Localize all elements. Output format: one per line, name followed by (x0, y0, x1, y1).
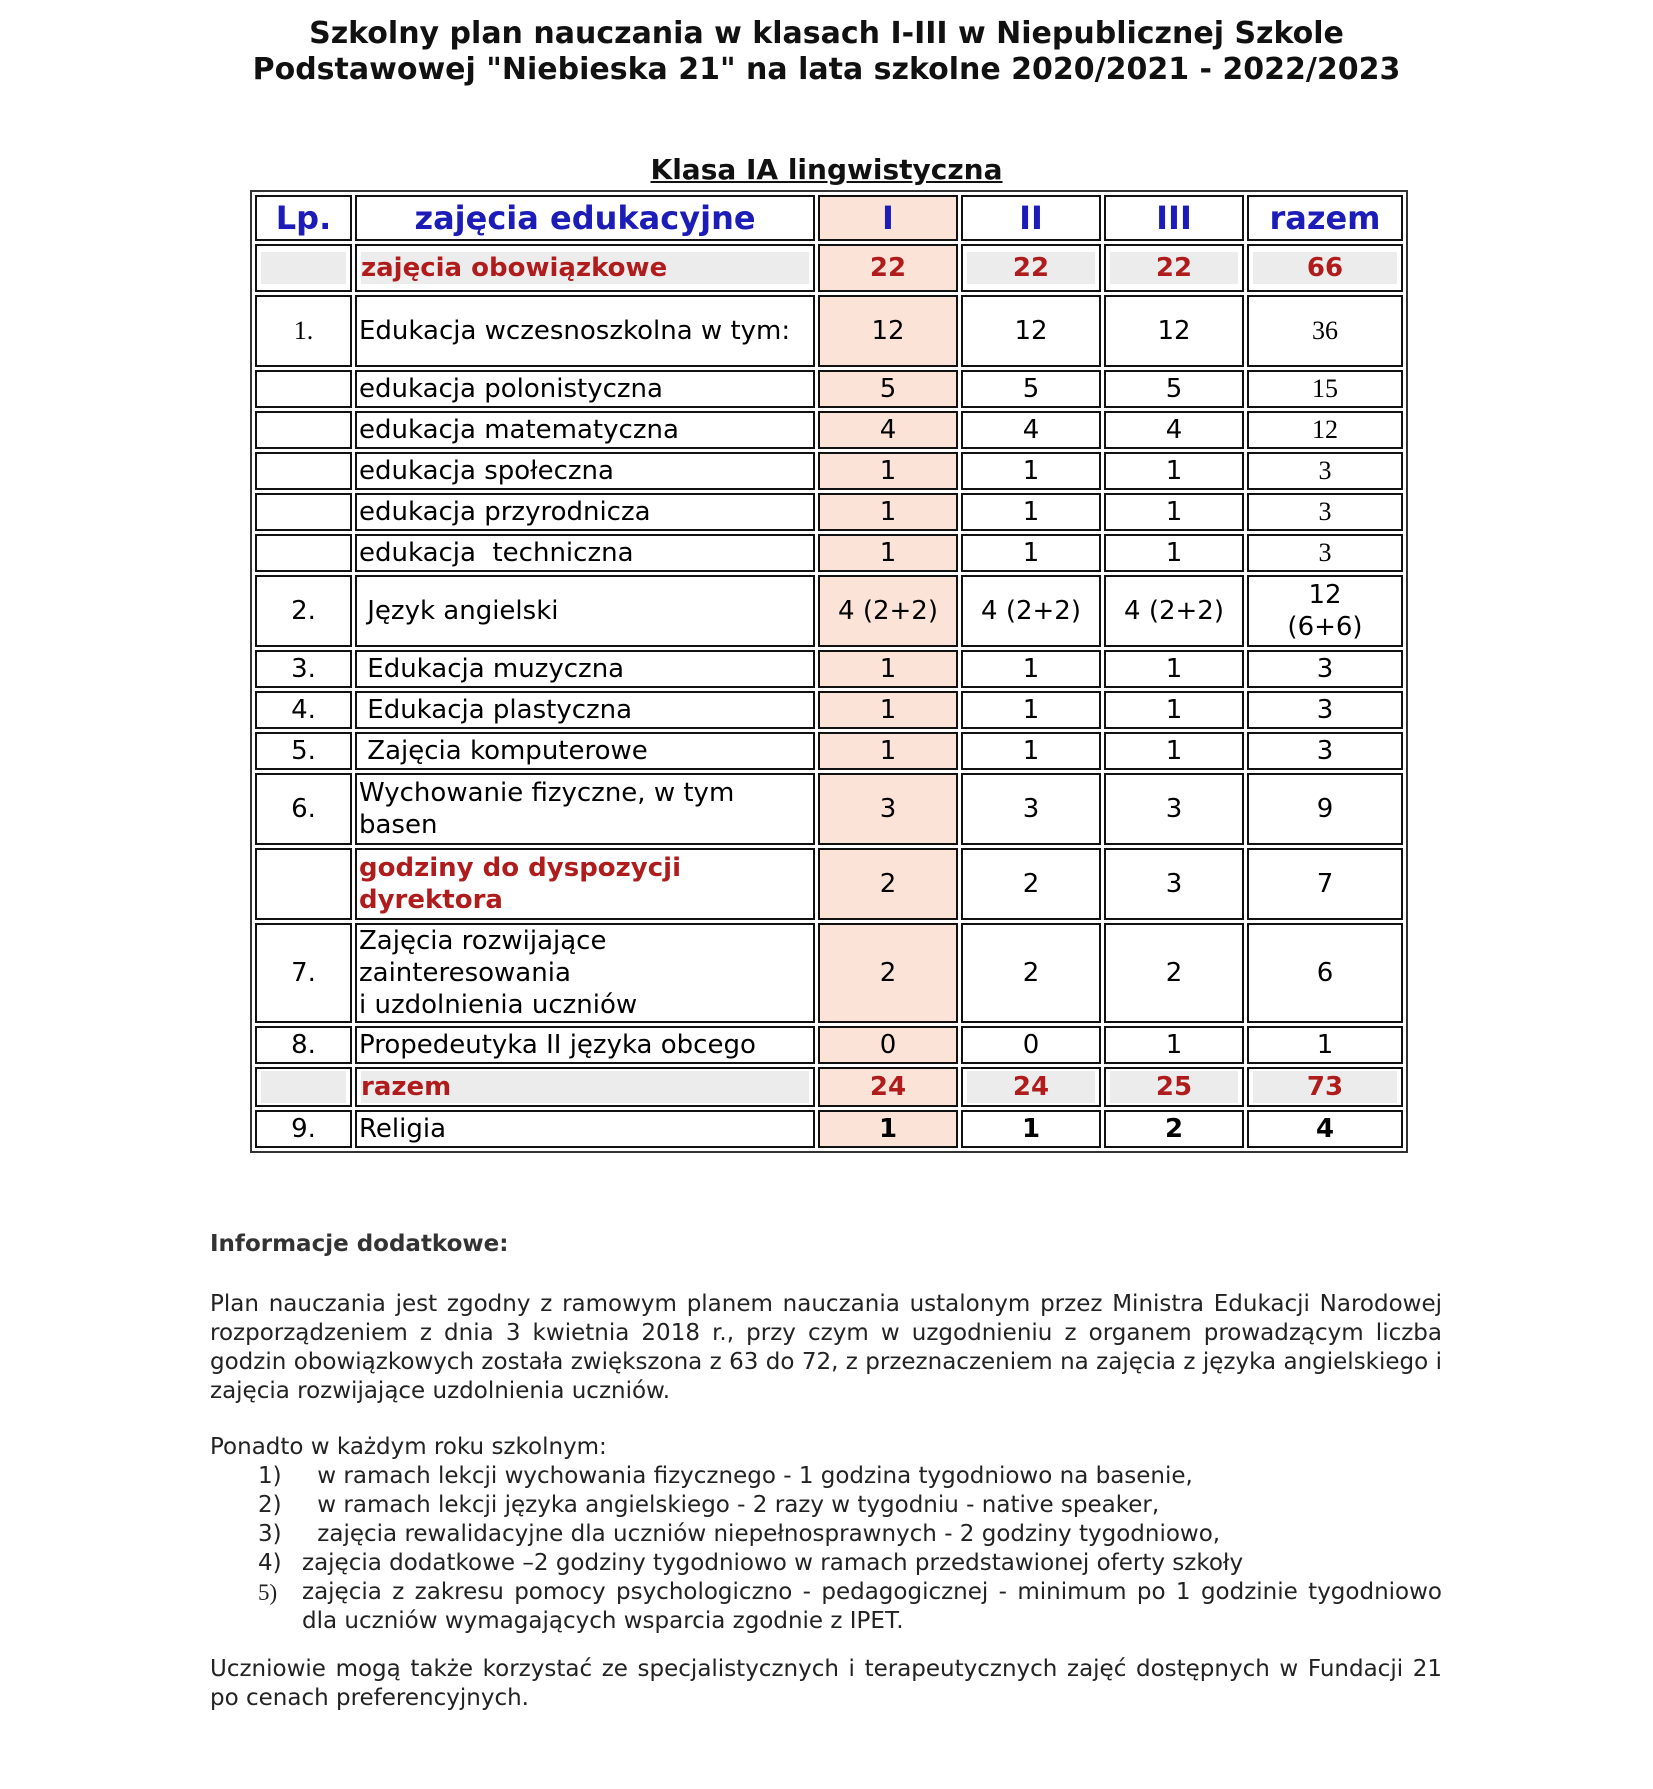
table-header-row (255, 195, 1403, 241)
table-cell: 1 (1104, 452, 1244, 490)
title-line-1: Szkolny plan nauczania w klasach I-III w Niepublicznej Szkole (309, 16, 1344, 51)
table-cell: edukacja techniczna (355, 534, 815, 572)
table-row (255, 848, 1403, 920)
table-cell: 1 (818, 691, 958, 729)
table-cell: 1 (1104, 732, 1244, 770)
table-cell: 4 (1247, 1110, 1403, 1148)
table-cell: 1 (818, 1110, 958, 1148)
table-cell: 9 (1247, 773, 1403, 845)
table-cell: 1 (961, 1110, 1101, 1148)
table-cell: Zajęcia komputerowe (355, 732, 815, 770)
table-row (255, 411, 1403, 449)
info-paragraph-2 (210, 1433, 1442, 1636)
table-cell: 2 (818, 848, 958, 920)
list-item-number: 3) (258, 1521, 282, 1547)
table-cell: 2. (255, 575, 352, 647)
table-row (255, 493, 1403, 531)
header-grade-3: III (1104, 195, 1244, 241)
table-cell: 6 (1247, 923, 1403, 1023)
table-cell: 4. (255, 691, 352, 729)
table-cell: 0 (961, 1026, 1101, 1064)
table-cell: edukacja matematyczna (355, 411, 815, 449)
table-cell: 1 (961, 493, 1101, 531)
table-cell: 4 (818, 411, 958, 449)
table-cell: 7. (255, 923, 352, 1023)
table-row (255, 295, 1403, 367)
table-cell: 3 (818, 773, 958, 845)
table-cell: 1 (818, 452, 958, 490)
header-grade-1: I (818, 195, 958, 241)
table-cell: 2 (1104, 1110, 1244, 1148)
table-row (255, 732, 1403, 770)
table-cell: 6. (255, 773, 352, 845)
table-cell: 5 (818, 370, 958, 408)
list-item (210, 1491, 1442, 1520)
table-cell: 9. (255, 1110, 352, 1148)
list-item-text: zajęcia rewalidacyjne dla uczniów niepełnosprawnych - 2 godziny tygodniowo, (310, 1521, 1221, 1547)
document-title (0, 16, 1653, 88)
table-row (255, 534, 1403, 572)
info-list (210, 1462, 1442, 1636)
table-cell: Język angielski (355, 575, 815, 647)
table-cell: 22 (961, 244, 1101, 292)
info-heading: Informacje dodatkowe: (210, 1231, 509, 1257)
table-cell: edukacja przyrodnicza (355, 493, 815, 531)
list-item-number: 2) (258, 1492, 282, 1518)
table-row (255, 452, 1403, 490)
table-cell: 73 (1247, 1067, 1403, 1107)
row-7-name-line-2: i uzdolnienia uczniów (359, 990, 638, 1020)
table-cell: 4 (2+2) (1104, 575, 1244, 647)
religion-row (255, 1110, 1403, 1148)
table-row (255, 773, 1403, 845)
table-cell: 1. (255, 295, 352, 367)
info-paragraph-3: Uczniowie mogą także korzystać ze specjalistycznych i terapeutycznych zajęć dostępnych w Fundacji 21 po cenach preferencyjnych. (210, 1656, 1442, 1711)
table-cell (355, 923, 815, 1023)
mandatory-label: zajęcia obowiązkowe (355, 244, 815, 292)
table-cell: 1 (818, 493, 958, 531)
table-cell (255, 1067, 352, 1107)
mandatory-row (255, 244, 1403, 292)
table-cell: 3 (1104, 848, 1244, 920)
table-cell: 1 (1247, 1026, 1403, 1064)
table-cell: 15 (1247, 370, 1403, 408)
table-row (255, 1026, 1403, 1064)
table-cell: 3 (1104, 773, 1244, 845)
table-cell (255, 244, 352, 292)
table-cell: Wychowanie fizyczne, w tym basen (355, 773, 815, 845)
table-row (255, 691, 1403, 729)
table-cell: 4 (1104, 411, 1244, 449)
table-row (255, 923, 1403, 1023)
table-cell: Edukacja plastyczna (355, 691, 815, 729)
table-cell: 1 (961, 650, 1101, 688)
table-cell: 25 (1104, 1067, 1244, 1107)
list-item-text: zajęcia z zakresu pomocy psychologiczno - pedagogicznej - minimum po 1 godzinie tygodniowo dla uczniów wymagających wsparcia zgodnie z IPET. (302, 1579, 1442, 1634)
table-cell: 22 (818, 244, 958, 292)
table-cell: 2 (1104, 923, 1244, 1023)
table-row (255, 650, 1403, 688)
curriculum-table (250, 190, 1408, 1153)
table-cell: 8. (255, 1026, 352, 1064)
header-total: razem (1247, 195, 1403, 241)
header-lp: Lp. (255, 195, 352, 241)
class-title: Klasa IA lingwistyczna (650, 153, 1003, 186)
table-cell: Edukacja wczesnoszkolna w tym: (355, 295, 815, 367)
table-cell (255, 411, 352, 449)
table-cell (255, 848, 352, 920)
table-cell: 22 (1104, 244, 1244, 292)
table-cell: 3 (961, 773, 1101, 845)
table-cell: 4 (961, 411, 1101, 449)
table-cell: 12 (818, 295, 958, 367)
table-cell: 3 (1247, 534, 1403, 572)
list-item-number: 4) (258, 1550, 282, 1576)
table-cell: 4 (2+2) (961, 575, 1101, 647)
table-cell: 1 (1104, 650, 1244, 688)
table-cell: 4 (2+2) (818, 575, 958, 647)
table-cell: 12 (961, 295, 1101, 367)
table-cell (255, 452, 352, 490)
table-cell: 36 (1247, 295, 1403, 367)
table-cell: 3 (1247, 650, 1403, 688)
list-item (210, 1520, 1442, 1549)
table-cell: edukacja społeczna (355, 452, 815, 490)
table-cell: Religia (355, 1110, 815, 1148)
table-cell: 5 (961, 370, 1101, 408)
table-cell: 1 (961, 732, 1101, 770)
table-row (255, 370, 1403, 408)
table-cell: 3. (255, 650, 352, 688)
list-item-text: w ramach lekcji języka angielskiego - 2 razy w tygodniu - native speaker, (310, 1492, 1160, 1518)
list-item (210, 1578, 1442, 1636)
total-label: razem (355, 1067, 815, 1107)
table-cell: 3 (1247, 452, 1403, 490)
table-cell: 0 (818, 1026, 958, 1064)
table-cell: godziny do dyspozycji dyrektora (355, 848, 815, 920)
table-cell: 3 (1247, 732, 1403, 770)
table-cell: 3 (1247, 493, 1403, 531)
table-cell: 24 (961, 1067, 1101, 1107)
table-cell: 1 (818, 732, 958, 770)
table-cell: 12 (6+6) (1247, 575, 1403, 647)
table-cell: 5. (255, 732, 352, 770)
table-row (255, 575, 1403, 647)
table-cell: 1 (1104, 493, 1244, 531)
list-item-number: 1) (258, 1463, 282, 1489)
title-line-2: Podstawowej "Niebieska 21" na lata szkolne 2020/2021 - 2022/2023 (252, 52, 1401, 87)
header-grade-2: II (961, 195, 1101, 241)
list-item-text: w ramach lekcji wychowania fizycznego - 1 godzina tygodniowo na basenie, (310, 1463, 1193, 1489)
list-item-number: 5) (258, 1580, 278, 1605)
table-cell: 12 (1247, 411, 1403, 449)
table-cell: Edukacja muzyczna (355, 650, 815, 688)
header-subject: zajęcia edukacyjne (355, 195, 815, 241)
table-cell: 1 (818, 650, 958, 688)
table-cell (255, 493, 352, 531)
table-cell: Propedeutyka II języka obcego (355, 1026, 815, 1064)
table-cell: 1 (961, 452, 1101, 490)
table-cell: 66 (1247, 244, 1403, 292)
table-cell: 3 (1247, 691, 1403, 729)
list-item-text: zajęcia dodatkowe –2 godziny tygodniowo w ramach przedstawionej oferty szkoły (302, 1550, 1244, 1576)
table-cell: edukacja polonistyczna (355, 370, 815, 408)
table-cell: 1 (1104, 691, 1244, 729)
table-cell: 1 (1104, 534, 1244, 572)
table-cell (255, 534, 352, 572)
table-cell (255, 370, 352, 408)
list-item (210, 1462, 1442, 1491)
table-cell: 7 (1247, 848, 1403, 920)
table-cell: 1 (961, 691, 1101, 729)
table-cell: 2 (961, 848, 1101, 920)
table-cell: 12 (1104, 295, 1244, 367)
info-paragraph-1: Plan nauczania jest zgodny z ramowym planem nauczania ustalonym przez Ministra Edukacji Narodowej rozporządzeniem z dnia 3 kwietnia 2018 r., przy czym w uzgodnieniu z organem prowadzącym liczba godzin obowiązkowych została zwiększona z 63 do 72, z przeznaczeniem na zajęcia z języka angielskiego i zajęcia rozwijające uzdolnienia uczniów. (210, 1291, 1442, 1404)
table-cell: 24 (818, 1067, 958, 1107)
table-cell: 2 (961, 923, 1101, 1023)
table-cell: 1 (961, 534, 1101, 572)
list-item (210, 1549, 1442, 1578)
total-row (255, 1067, 1403, 1107)
row-7-name-line-1: Zajęcia rozwijające zainteresowania (359, 926, 607, 988)
table-cell: 1 (1104, 1026, 1244, 1064)
table-cell: 2 (818, 923, 958, 1023)
table-cell: 1 (818, 534, 958, 572)
info-list-intro: Ponadto w każdym roku szkolnym: (210, 1434, 607, 1460)
table-cell: 5 (1104, 370, 1244, 408)
